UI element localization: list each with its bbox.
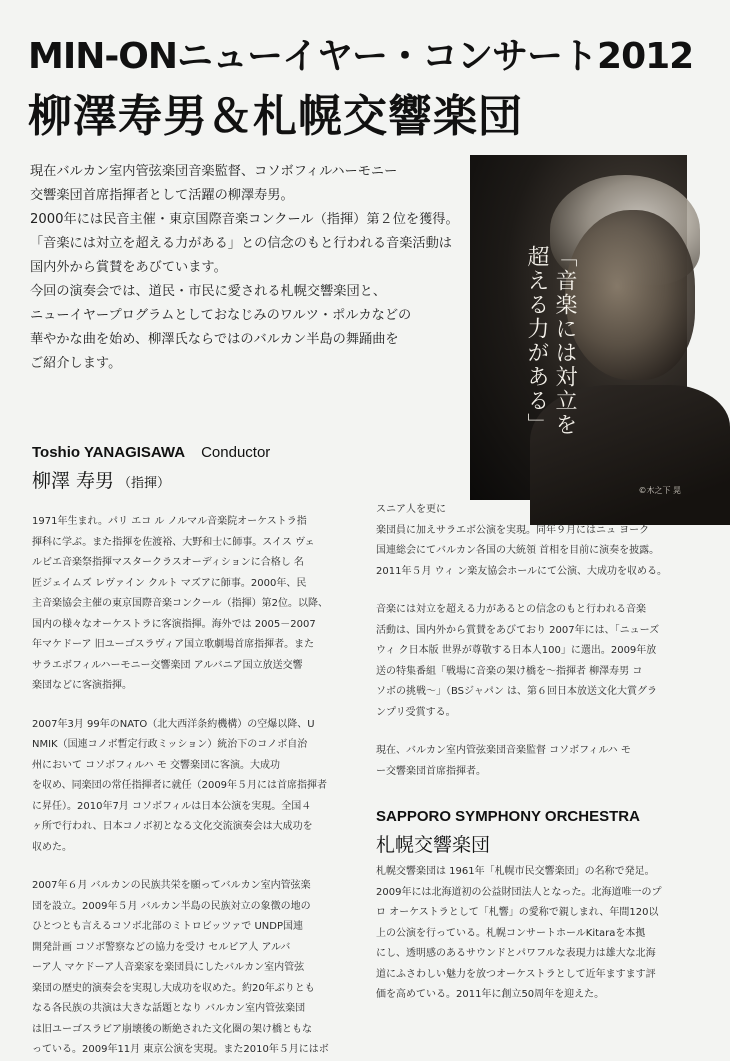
bio-line: っている。2009年11月 東京公演を実現。また2010年５月にはボ: [32, 1044, 329, 1055]
intro-line: ニューイヤープログラムとしておなじみのワルツ・ポルカなどの: [30, 308, 412, 323]
orchestra-line: 上の公演を行っている。札幌コンサートホールKitaraを本拠: [376, 927, 646, 939]
intro-line: 交響楽団首席指揮者として活躍の柳澤寿男。: [30, 188, 294, 203]
conductor-name-jp: 柳澤 寿男: [32, 470, 115, 492]
bio-line: を収め、同楽団の常任指揮者に就任（2009年５月には首席指揮者: [32, 780, 328, 791]
orchestra-bio: [376, 862, 696, 1006]
concert-title: MIN-ONニューイヤー・コンサート2012: [28, 36, 694, 77]
bio-line: ーア人 マケドーア人音楽家を楽団員にしたバルカン室内管弦: [32, 962, 305, 973]
bio-line: 国連総会にてバルカン各国の大統領 首相を目前に演奏を披露。: [376, 545, 660, 556]
performers-title: 柳澤寿男＆札幌交響楽団: [28, 91, 523, 142]
bio-paragraph: [32, 512, 352, 697]
bio-line: 活動は、国内外から賞賛をあびており 2007年には、「ニューズ: [376, 624, 660, 636]
bio-line: ンプリ受賞する。: [376, 706, 456, 718]
bio-line: 団を設立。2009年５月 バルカン半島の民族対立の象徴の地の: [32, 900, 311, 912]
orchestra-line: ロ オーケストラとして「札響」の愛称で親しまれ、年間120以: [376, 907, 659, 918]
quote-line-2: 超える力がある」: [524, 245, 549, 437]
intro-line: 現在バルカン室内管弦楽団音楽監督、コソボフィルハーモニー: [30, 164, 398, 179]
bio-line: 送の特集番組「戦場に音楽の架け橋を～指揮者 柳澤寿男 コ: [376, 665, 643, 677]
bio-line: NMIK（国連コノボ暫定行政ミッション）統治下のコノボ自治: [32, 739, 308, 750]
orchestra-line: にし、透明感のあるサウンドとパワフルな表現力は雄大な北海: [376, 948, 656, 959]
intro-line: ご紹介します。: [30, 356, 122, 371]
conductor-heading-en: [32, 444, 270, 461]
bio-line: 2007年６月 バルカンの民族共栄を願ってバルカン室内管弦楽: [32, 880, 311, 891]
bio-line: ソボの挑戦～」（BSジャパン は、第６回日本放送文化大賞グラ: [376, 686, 658, 697]
intro-line: 国内外から賞賛をあびています。: [30, 260, 227, 275]
bio-line: ヶ所で行われ、日本コノボ初となる文化交流演奏会は大成功を: [32, 821, 313, 832]
conductor-name-en: Toshio YANAGISAWA: [32, 444, 186, 461]
conductor-role-jp: （指揮）: [118, 476, 171, 491]
orchestra-name-jp: 札幌交響楽団: [376, 834, 491, 856]
bio-paragraph: [32, 715, 352, 859]
bio-line: ルビエ音楽祭指揮マスタークラスオーディションに合格し 名: [32, 557, 304, 568]
bio-paragraph: [32, 876, 352, 1061]
bio-line: 揮科に学ぶ。また指揮を佐渡裕、大野和士に師事。スイス ヴェ: [32, 536, 315, 548]
bio-line: は旧ユーゴスラビア崩壊後の断絶された文化圏の架け橋ともな: [32, 1023, 312, 1035]
bio-line: 年マケドーア 旧ユーゴスラヴィア国立歌劇場首席指揮者。また: [32, 639, 315, 650]
intro-line: 今回の演奏会では、道民・市民に愛される札幌交響楽団と、: [30, 284, 387, 299]
bio-line: 国内の様々なオーケストラに客演指揮。海外では 2005－2007: [32, 618, 316, 630]
bio-paragraph: [376, 741, 696, 782]
bio-line: 1971年生まれ。パリ エコ ル ノルマル音楽院オーケストラ指: [32, 516, 307, 527]
bio-line: 匠ジェイムズ レヴァイン クルト マズアに師事。2000年、民: [32, 577, 307, 589]
bio-line: 楽団員に加えサラエボ公演を実現。同年９月にはニュ ヨーク: [376, 524, 650, 536]
conductor-photo: [470, 155, 687, 500]
orchestra-line: 2009年には北海道初の公益財団法人となった。北海道唯一のプ: [376, 886, 662, 898]
bio-line: 2007年3月 99年のNATO（北大西洋条約機構）の空爆以降、U: [32, 718, 315, 730]
photo-face: [565, 210, 695, 380]
photo-credit: ©木之下 晃: [638, 486, 681, 495]
bio-line: 楽団などに客演指揮。: [32, 680, 132, 691]
bio-line: 現在、バルカン室内管弦楽団音楽監督 コソボフィルハ モ: [376, 745, 631, 756]
bio-line: 主音楽協会主催の東京国際音楽コンクール（指揮）第2位。以降、: [32, 598, 328, 609]
conductor-bio-left: [32, 512, 352, 1061]
orchestra-line: 価を高めている。2011年に創立50周年を迎えた。: [376, 989, 605, 1000]
bio-line: ひとつとも言えるコソボ北部のミトロビッツァで UNDP国連: [32, 921, 304, 932]
orchestra-line: 道にふさわしい魅力を放つオーケストラとして近年ますます評: [376, 968, 656, 980]
quote-line-1: 「音楽には対立を: [552, 245, 577, 437]
bio-paragraph: [376, 600, 696, 723]
intro-line: 2000年には民音主催・東京国際音楽コンクール（指揮）第２位を獲得。: [30, 212, 459, 227]
bio-line: サラエボフィルハーモニー交響楽団 アルバニア国立放送交響: [32, 659, 303, 671]
bio-line: 開発計画 コソボ警察などの協力を受け セルビア人 アルバ: [32, 941, 291, 953]
conductor-role-en: Conductor: [201, 444, 271, 461]
bio-paragraph: [376, 500, 696, 582]
intro-text: [30, 160, 470, 376]
bio-line: 楽団の歴史的演奏会を実現し大成功を収めた。約20年ぶりとも: [32, 982, 315, 994]
bio-line: 州において コソボフィルハ モ 交響楽団に客演。大成功: [32, 759, 281, 771]
bio-line: スニア人を更に: [376, 504, 446, 515]
intro-line: 「音楽には対立を超える力がある」との信念のもと行われる音楽活動は: [30, 236, 452, 251]
bio-line: に昇任）。2010年7月 コソボフィルは日本公演を実現。全国４: [32, 800, 312, 812]
orchestra-name-en: SAPPORO SYMPHONY ORCHESTRA: [376, 808, 640, 825]
bio-line: なる各民族の共演は大きな話題となり バルカン室内管弦楽団: [32, 1003, 306, 1014]
bio-line: 収めた。: [32, 841, 72, 853]
bio-line: 2011年５月 ウィ ン楽友協会ホールにて公演、大成功を収める。: [376, 565, 668, 577]
conductor-bio-right: [376, 500, 696, 782]
bio-line: ー交響楽団首席指揮者。: [376, 765, 486, 777]
orchestra-line: 札幌交響楽団は 1961年「札幌市民交響楽団」の名称で発足。: [376, 866, 655, 877]
bio-line: ウィ ク日本版 世界が尊敬する日本人100」に選出。2009年放: [376, 645, 657, 656]
conductor-heading-jp: [32, 466, 170, 493]
bio-line: 音楽には対立を超える力があるとの信念のもと行われる音楽: [376, 604, 646, 615]
orchestra-paragraph: [376, 862, 696, 1006]
intro-line: 華やかな曲を始め、柳澤氏ならではのバルカン半島の舞踊曲を: [30, 332, 399, 347]
photo-quote: [480, 245, 575, 475]
